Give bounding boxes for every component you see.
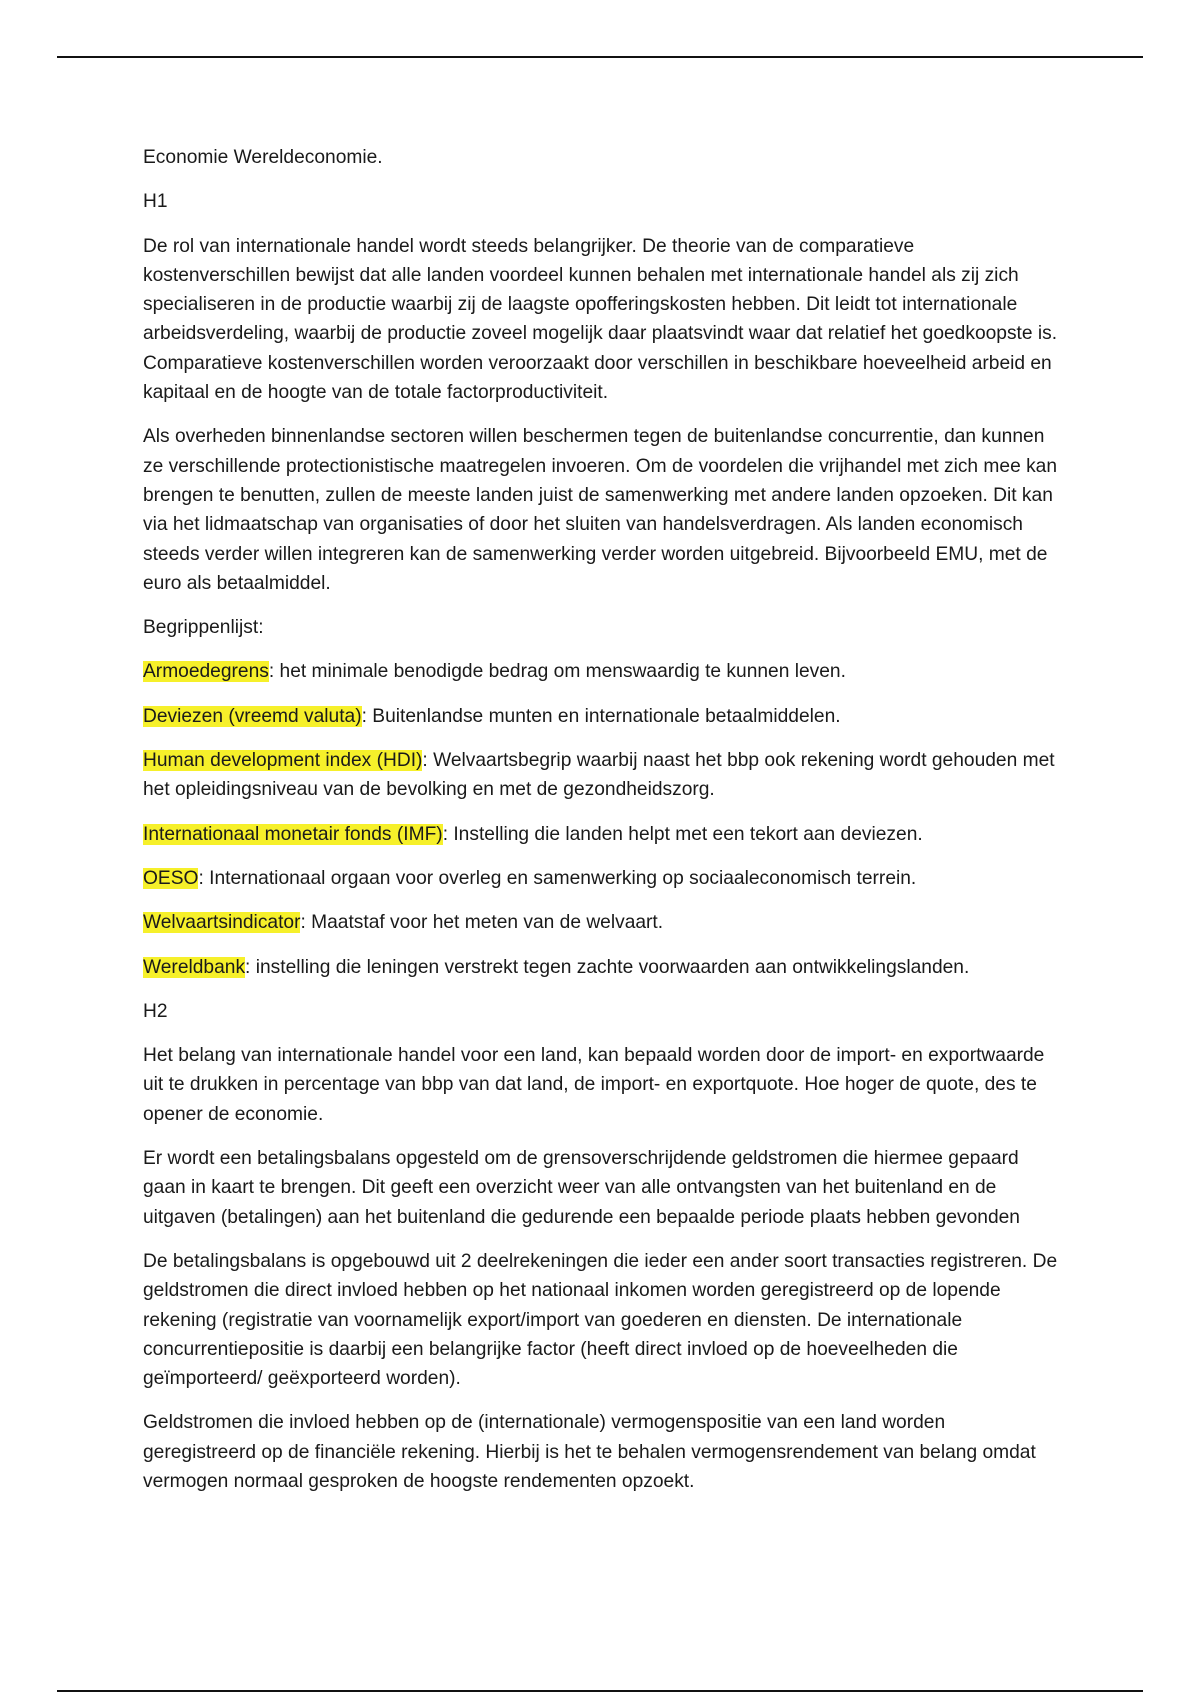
- glossary-definition: : het minimale benodigde bedrag om menswaardig te kunnen leven.: [268, 661, 846, 683]
- paragraph: Geldstromen die invloed hebben op de (internationale) vermogenspositie van een land worden geregistreerd op de financiële rekening. Hierbij is het te behalen vermogensrendement van belang omdat vermogen normaal gesproken de hoogste rendementen opzoekt.: [143, 1412, 1036, 1492]
- glossary-term: Internationaal monetair fonds (IMF): [143, 823, 443, 845]
- header-rule: [57, 56, 1143, 58]
- paragraph: Als overheden binnenlandse sectoren willen beschermen tegen de buitenlandse concurrentie, dan kunnen ze verschillende protectionistische maatregelen invoeren. Om de voordelen die vrijhandel met zich mee kan brengen te benutten, zullen de meeste landen juist de samenwerking met andere landen opzoeken. Dit kan via het lidmaatschap van organisaties of door het sluiten van handelsverdragen. Als landen economisch steeds verder willen integreren kan de samenwerking verder worden uitgebreid. Bijvoorbeeld EMU, met de euro als betaalmiddel.: [143, 426, 1058, 594]
- glossary-item: [143, 820, 1058, 849]
- glossary-definition: : Buitenlandse munten en internationale betaalmiddelen.: [361, 705, 841, 727]
- glossary-term: Armoedegrens: [143, 661, 269, 683]
- paragraph: De rol van internationale handel wordt steeds belangrijker. De theorie van de comparatieve kostenverschillen bewijst dat alle landen voordeel kunnen behalen met internationale handel als zij zich specialiseren in de productie waarbij zij de laagste opofferingskosten hebben. Dit leidt tot internationale arbeidsverdeling, waarbij de productie zoveel mogelijk daar plaatsvindt waar dat relatief het goedkoopste is. Comparatieve kostenverschillen worden veroorzaakt door verschillen in beschikbare hoeveelheid arbeid en kapitaal en de hoogte van de totale factorproductiviteit.: [143, 235, 1058, 404]
- paragraph: Er wordt een betalingsbalans opgesteld om de grensoverschrijdende geldstromen die hiermee gepaard gaan in kaart te brengen. Dit geeft een overzicht weer van alle ontvangsten van het buitenland en de uitgaven (betalingen) aan het buitenland die gedurende een bepaalde periode plaats hebben gevonden: [143, 1148, 1020, 1228]
- glossary-definition: : Maatstaf voor het meten van de welvaart.: [300, 912, 664, 934]
- document-body: [143, 143, 1058, 1511]
- glossary-definition: : instelling die leningen verstrekt tegen zachte voorwaarden aan ontwikkelingslanden.: [245, 956, 970, 978]
- glossary-item: [143, 746, 1058, 805]
- glossary-definition: : Welvaartsbegrip waarbij naast het bbp ook rekening wordt gehouden met het opleidingsniveau van de bevolking en met de gezondheidszorg.: [143, 750, 1055, 801]
- footer-rule: [57, 1690, 1143, 1692]
- section-heading-h1: H1: [143, 191, 168, 213]
- glossary-term: OESO: [143, 867, 199, 889]
- glossary-item: [143, 908, 1058, 937]
- section-heading-h2: H2: [143, 1000, 168, 1022]
- glossary-term: Welvaartsindicator: [143, 912, 301, 934]
- glossary-term: Wereldbank: [143, 956, 246, 978]
- glossary-item: [143, 953, 1058, 982]
- paragraph: De betalingsbalans is opgebouwd uit 2 deelrekeningen die ieder een ander soort transacties registreren. De geldstromen die direct invloed hebben op het nationaal inkomen worden geregistreerd op de lopende rekening (registratie van voornamelijk export/import van goederen en diensten. De internationale concurrentiepositie is daarbij een belangrijke factor (heeft direct invloed op de hoeveelheden die geïmporteerd/ geëxporteerd worden).: [143, 1250, 1058, 1390]
- glossary-item: [143, 702, 1058, 731]
- glossary-definition: : Instelling die landen helpt met een tekort aan deviezen.: [442, 823, 923, 845]
- glossary-heading: Begrippenlijst:: [143, 617, 264, 639]
- glossary-term: Human development index (HDI): [143, 750, 423, 772]
- glossary-definition: : Internationaal orgaan voor overleg en samenwerking op sociaaleconomisch terrein.: [198, 867, 917, 889]
- glossary-term: Deviezen (vreemd valuta): [143, 705, 362, 727]
- document-title: Economie Wereldeconomie.: [143, 147, 383, 168]
- paragraph: Het belang van internationale handel voor een land, kan bepaald worden door de import- en exportwaarde uit te drukken in percentage van bbp van dat land, de import- en exportquote. Hoe hoger de quote, des te opener de economie.: [143, 1045, 1045, 1125]
- glossary-item: [143, 864, 1058, 893]
- glossary-item: [143, 657, 1058, 686]
